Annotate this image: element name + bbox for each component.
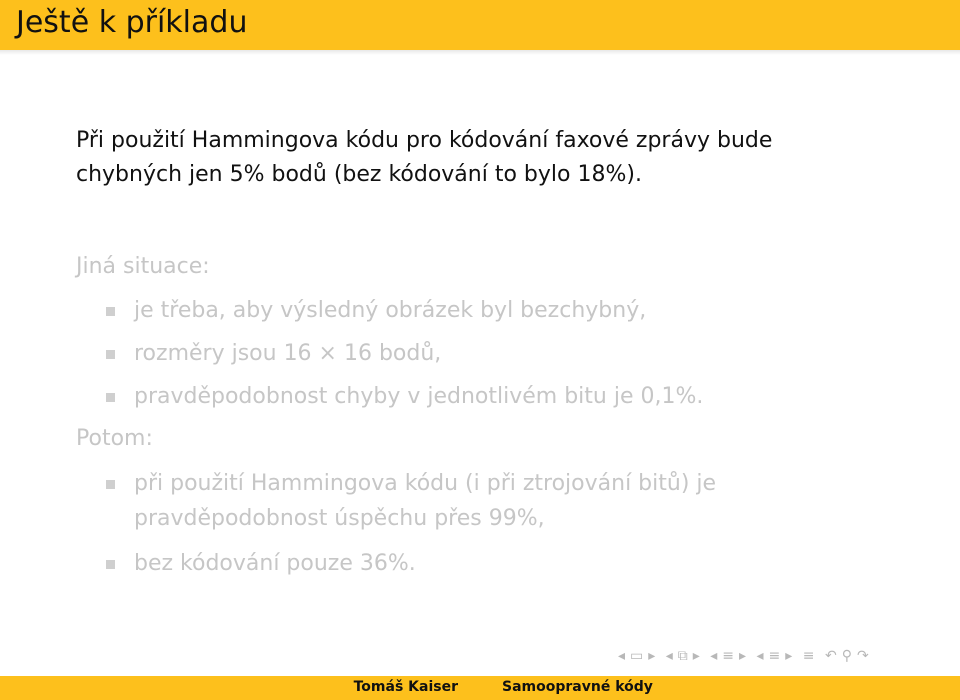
nav-frame-icon[interactable]: ▭: [630, 648, 645, 664]
list-item-text: rozměry jsou 16 × 16 bodů,: [134, 341, 442, 366]
title-bar: [0, 0, 960, 50]
bullet-square-icon: [106, 560, 115, 569]
footer-right: [480, 676, 960, 700]
intro-paragraph: [76, 124, 936, 192]
intro-line: Při použití Hammingova kódu pro kódování faxové zprávy bude: [76, 128, 773, 153]
nav-part-icon[interactable]: ≡: [768, 648, 782, 664]
footer-left: [0, 676, 480, 700]
nav-search-icon[interactable]: ⚲: [841, 648, 853, 664]
nav-prev-section-icon[interactable]: ◂: [710, 648, 719, 664]
footer: [0, 676, 960, 700]
nav-next-section-icon[interactable]: ▸: [739, 648, 748, 664]
footer-author: Tomáš Kaiser: [353, 679, 458, 695]
footer-course: Samoopravné kódy: [502, 679, 653, 695]
nav-prev-subsection-icon[interactable]: ◂: [665, 648, 674, 664]
nav-subsection-icon[interactable]: ⧉: [677, 648, 689, 664]
nav-prev-part-icon[interactable]: ◂: [756, 648, 765, 664]
title-bar-shadow: [0, 50, 960, 55]
section-label-then: Potom:: [76, 426, 153, 451]
bullet-square-icon: [106, 307, 115, 316]
list-item-text: bez kódování pouze 36%.: [134, 551, 416, 576]
nav-back-icon[interactable]: ↶: [824, 648, 838, 664]
intro-line: chybných jen 5% bodů (bez kódování to bylo 18%).: [76, 162, 642, 187]
list-item-text: je třeba, aby výsledný obrázek byl bezchybný,: [134, 298, 647, 323]
list-item-text: [134, 466, 716, 536]
list-item-text: pravděpodobnost chyby v jednotlivém bitu je 0,1%.: [134, 384, 704, 409]
nav-next-frame-icon[interactable]: ▸: [648, 648, 657, 664]
nav-toc-icon[interactable]: ≡: [802, 648, 816, 664]
nav-next-subsection-icon[interactable]: ▸: [692, 648, 701, 664]
list-item-line: při použití Hammingova kódu (i při ztrojování bitů) je: [134, 471, 717, 496]
nav-prev-frame-icon[interactable]: ◂: [618, 648, 627, 664]
section-label-situation: Jiná situace:: [76, 254, 210, 279]
list-item-line: pravděpodobnost úspěchu přes 99%,: [134, 506, 545, 531]
bullet-square-icon: [106, 480, 115, 489]
bullet-square-icon: [106, 393, 115, 402]
nav-next-part-icon[interactable]: ▸: [785, 648, 794, 664]
nav-section-icon[interactable]: ≡: [722, 648, 736, 664]
slide-title: Ještě k příkladu: [16, 5, 248, 40]
navigation-bar: [618, 648, 948, 670]
bullet-square-icon: [106, 350, 115, 359]
nav-forward-icon[interactable]: ↷: [856, 648, 870, 664]
